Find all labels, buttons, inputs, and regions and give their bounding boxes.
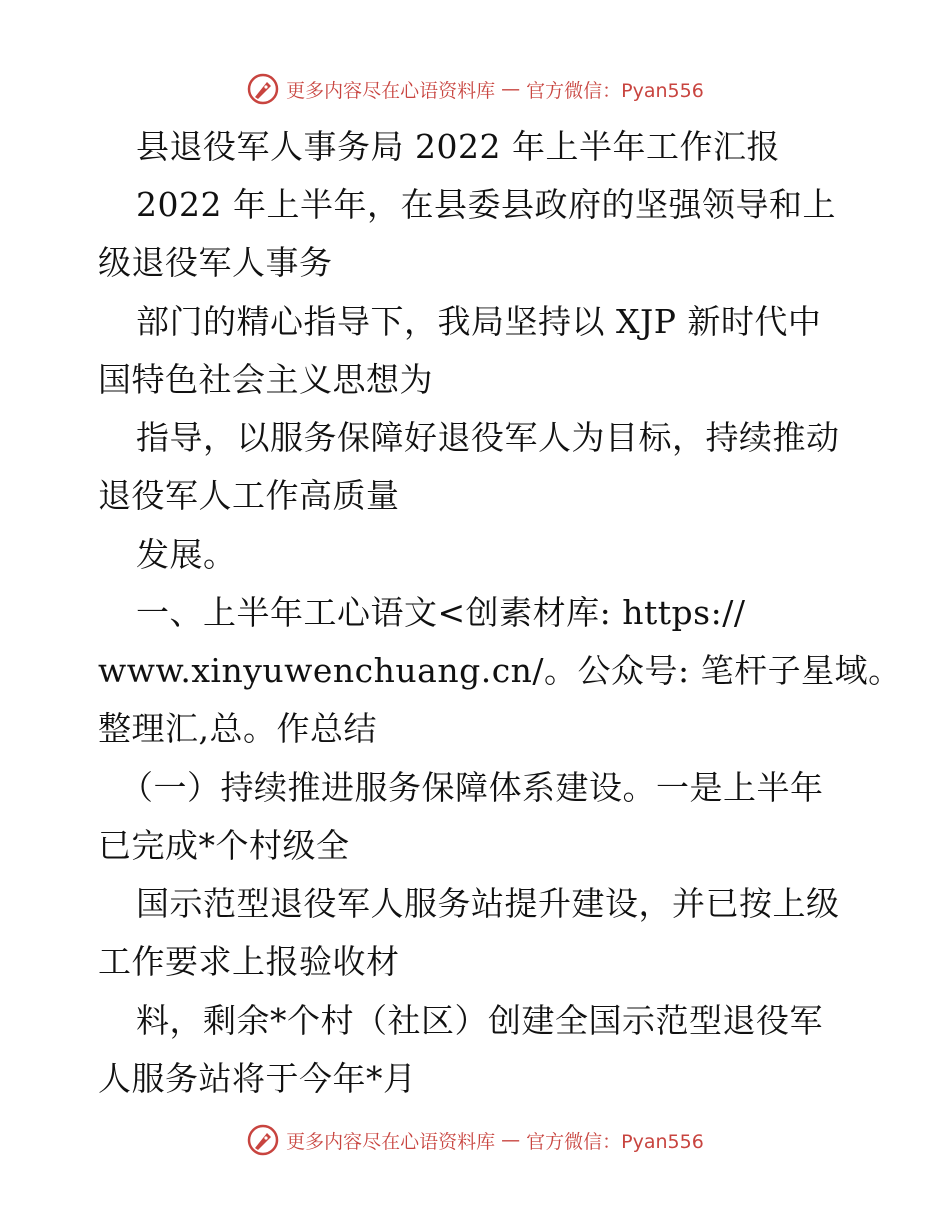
- watermark-separator: —: [501, 1129, 521, 1151]
- pen-nib-logo-icon: [246, 1123, 280, 1157]
- paragraph-line: 级退役军人事务: [98, 243, 333, 282]
- watermark-text: 更多内容尽在心语资料库: [286, 1130, 496, 1153]
- paragraph-line: www.xinyuwenchuang.cn/。公众号: 笔杆子星域。: [98, 651, 902, 690]
- watermark-wechat: 官方微信：Pyan556: [526, 79, 704, 102]
- watermark-separator: —: [501, 78, 521, 100]
- paragraph-line: 退役军人工作高质量: [98, 476, 400, 515]
- watermark-text: 更多内容尽在心语资料库: [286, 79, 496, 102]
- paragraph-line: 部门的精心指导下，我局坚持以 XJP 新时代中: [136, 302, 822, 341]
- watermark-banner-bottom: [0, 1123, 950, 1157]
- paragraph-line: 发展。: [136, 535, 237, 574]
- pen-nib-logo-icon: [246, 72, 280, 106]
- document-title: 县退役军人事务局 2022 年上半年工作汇报: [136, 127, 780, 166]
- paragraph-line: 指导，以服务保障好退役军人为目标，持续推动: [136, 418, 840, 457]
- paragraph-line: 国特色社会主义思想为: [98, 360, 433, 399]
- subsection-heading: （一）持续推进服务保障体系建设。一是上半年: [120, 768, 824, 807]
- watermark-banner-top: [0, 72, 950, 106]
- paragraph-line: 工作要求上报验收材: [98, 942, 400, 981]
- paragraph-line: 已完成*个村级全: [98, 826, 350, 865]
- paragraph-line: 国示范型退役军人服务站提升建设，并已按上级: [136, 884, 840, 923]
- paragraph-line: 整理汇,总。作总结: [98, 709, 377, 748]
- section-heading: 一、上半年工心语文<创素材库: https://: [136, 593, 746, 632]
- watermark-wechat: 官方微信：Pyan556: [526, 1130, 704, 1153]
- paragraph-line: 人服务站将于今年*月: [98, 1059, 417, 1098]
- paragraph-line: 料，剩余*个村（社区）创建全国示范型退役军: [136, 1001, 823, 1040]
- paragraph-line: 2022 年上半年，在县委县政府的坚强领导和上: [136, 185, 836, 224]
